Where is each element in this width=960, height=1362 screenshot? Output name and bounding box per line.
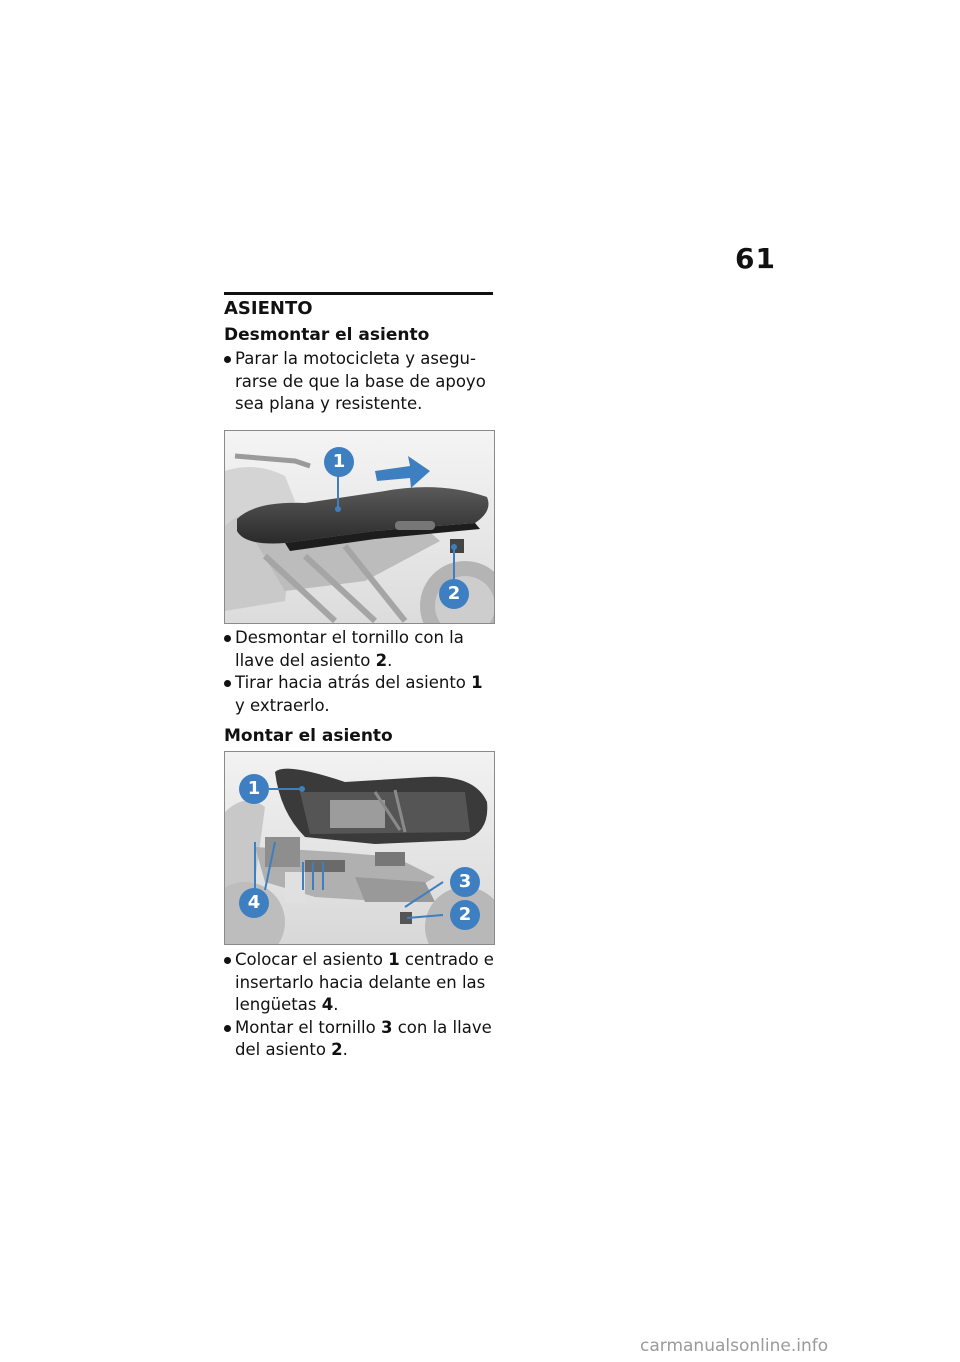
- watermark: carmanualsonline.info: [640, 1336, 829, 1356]
- page-number: 61: [735, 242, 776, 275]
- list-item: Tirar hacia atrás del asiento 1 y extraerlo.: [224, 672, 494, 717]
- remove-steps-a: [224, 348, 492, 416]
- callout-1: 1: [324, 447, 354, 477]
- bullet-icon: [224, 1025, 231, 1032]
- install-heading: Montar el asiento: [224, 726, 393, 746]
- bullet-icon: [224, 356, 231, 363]
- callout-3: 3: [450, 867, 480, 897]
- install-steps: [224, 949, 494, 1062]
- callout-1: 1: [239, 774, 269, 804]
- bullet-icon: [224, 680, 231, 687]
- figure-seat-installation: [224, 751, 495, 945]
- callout-2: 2: [450, 900, 480, 930]
- list-item: Parar la motocicleta y asegu-rarse de que la base de apoyo sea plana y resistente.: [224, 348, 492, 416]
- figure-seat-removal: [224, 430, 495, 624]
- bullet-icon: [224, 635, 231, 642]
- list-item: Desmontar el tornillo con la llave del asiento 2.: [224, 627, 494, 672]
- bullet-icon: [224, 957, 231, 964]
- callout-2: 2: [439, 579, 469, 609]
- list-item: Colocar el asiento 1 centrado e insertarlo hacia delante en las lengüetas 4.: [224, 949, 494, 1017]
- remove-steps-b: [224, 627, 494, 717]
- callout-4: 4: [239, 888, 269, 918]
- section-rule: [224, 292, 493, 295]
- section-title: ASIENTO: [224, 298, 313, 319]
- remove-heading: Desmontar el asiento: [224, 325, 430, 345]
- list-item: Montar el tornillo 3 con la llave del asiento 2.: [224, 1017, 494, 1062]
